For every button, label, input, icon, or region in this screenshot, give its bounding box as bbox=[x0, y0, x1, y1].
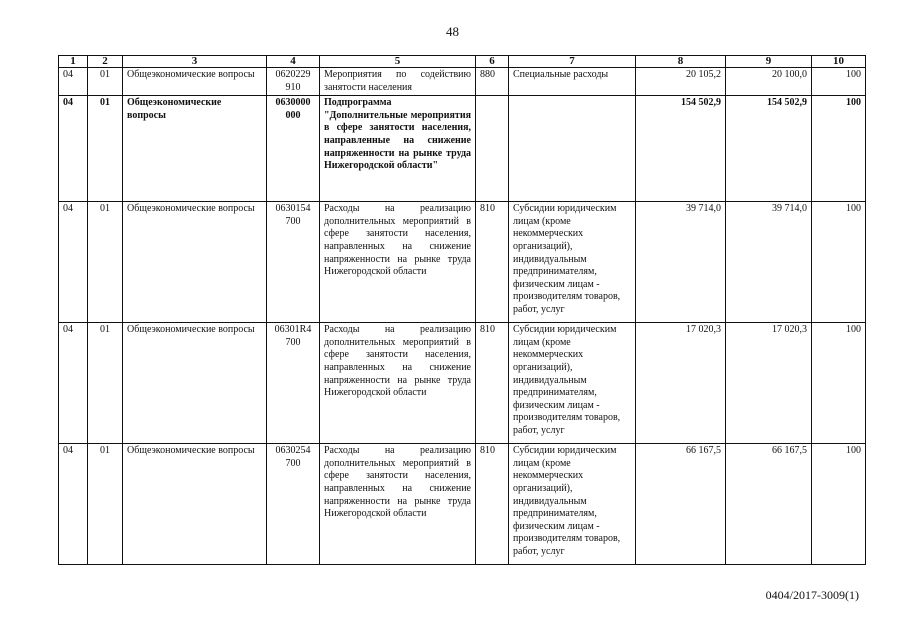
section-name: Общеэкономические вопросы bbox=[123, 96, 267, 202]
percent-complete: 100 bbox=[812, 444, 866, 565]
header-cell: 3 bbox=[123, 56, 267, 68]
percent-complete: 100 bbox=[812, 96, 866, 202]
target-article-code: 0620229 910 bbox=[267, 68, 320, 96]
section-name: Общеэкономические вопросы bbox=[123, 68, 267, 96]
amount-plan: 154 502,9 bbox=[636, 96, 726, 202]
expense-type-code: 810 bbox=[476, 202, 509, 323]
section-name: Общеэкономические вопросы bbox=[123, 202, 267, 323]
expense-type-name: Субсидии юридическим лицам (кроме некоммерческих организаций), индивидуальным предпринимателям, физическим лицам - производителям товаров, работ, услуг bbox=[509, 323, 636, 444]
amount-actual: 39 714,0 bbox=[726, 202, 812, 323]
section-code: 04 bbox=[59, 96, 88, 202]
header-cell: 10 bbox=[812, 56, 866, 68]
expense-type-code: 880 bbox=[476, 68, 509, 96]
expense-description: Расходы на реализацию дополнительных мероприятий в сфере занятости населения, направленных на снижение напряженности на рынке труда Нижегородской области bbox=[320, 202, 476, 323]
document-code: 0404/2017-3009(1) bbox=[765, 588, 859, 602]
amount-plan: 39 714,0 bbox=[636, 202, 726, 323]
table-row bbox=[59, 323, 866, 444]
target-article-code: 0630154 700 bbox=[267, 202, 320, 323]
section-code: 04 bbox=[59, 202, 88, 323]
table-row bbox=[59, 96, 866, 202]
target-article-code: 0630254 700 bbox=[267, 444, 320, 565]
header-cell: 8 bbox=[636, 56, 726, 68]
amount-plan: 17 020,3 bbox=[636, 323, 726, 444]
table-row bbox=[59, 68, 866, 96]
subsection-code: 01 bbox=[88, 202, 123, 323]
percent-complete: 100 bbox=[812, 323, 866, 444]
header-cell: 5 bbox=[320, 56, 476, 68]
header-cell: 9 bbox=[726, 56, 812, 68]
header-row bbox=[59, 56, 866, 68]
header-cell: 7 bbox=[509, 56, 636, 68]
target-article-code: 0630000 000 bbox=[267, 96, 320, 202]
section-name: Общеэкономические вопросы bbox=[123, 323, 267, 444]
section-code: 04 bbox=[59, 444, 88, 565]
expense-type-name: Субсидии юридическим лицам (кроме некоммерческих организаций), индивидуальным предпринимателям, физическим лицам - производителям товаров, работ, услуг bbox=[509, 202, 636, 323]
table-row bbox=[59, 202, 866, 323]
table-row bbox=[59, 444, 866, 565]
percent-complete: 100 bbox=[812, 68, 866, 96]
expense-description: Расходы на реализацию дополнительных мероприятий в сфере занятости населения, направленных на снижение напряженности на рынке труда Нижегородской области bbox=[320, 323, 476, 444]
amount-plan: 66 167,5 bbox=[636, 444, 726, 565]
amount-actual: 20 100,0 bbox=[726, 68, 812, 96]
percent-complete: 100 bbox=[812, 202, 866, 323]
amount-actual: 154 502,9 bbox=[726, 96, 812, 202]
expense-type-code: 810 bbox=[476, 444, 509, 565]
subsection-code: 01 bbox=[88, 96, 123, 202]
amount-plan: 20 105,2 bbox=[636, 68, 726, 96]
amount-actual: 66 167,5 bbox=[726, 444, 812, 565]
header-cell: 1 bbox=[59, 56, 88, 68]
budget-table bbox=[58, 55, 866, 565]
page-number: 48 bbox=[446, 24, 459, 39]
section-code: 04 bbox=[59, 68, 88, 96]
amount-actual: 17 020,3 bbox=[726, 323, 812, 444]
expense-type-name: Субсидии юридическим лицам (кроме некоммерческих организаций), индивидуальным предпринимателям, физическим лицам - производителям товаров, работ, услуг bbox=[509, 444, 636, 565]
subsection-code: 01 bbox=[88, 68, 123, 96]
expense-type-code bbox=[476, 96, 509, 202]
subsection-code: 01 bbox=[88, 323, 123, 444]
header-cell: 6 bbox=[476, 56, 509, 68]
expense-type-name: Специальные расходы bbox=[509, 68, 636, 96]
expense-description: Расходы на реализацию дополнительных мероприятий в сфере занятости населения, направленных на снижение напряженности на рынке труда Нижегородской области bbox=[320, 444, 476, 565]
subsection-code: 01 bbox=[88, 444, 123, 565]
section-name: Общеэкономические вопросы bbox=[123, 444, 267, 565]
expense-description: Подпрограмма "Дополнительные мероприятия в сфере занятости населения, направленные на снижение напряженности на рынке труда Нижегородской области" bbox=[320, 96, 476, 202]
expense-type-code: 810 bbox=[476, 323, 509, 444]
section-code: 04 bbox=[59, 323, 88, 444]
expense-type-name bbox=[509, 96, 636, 202]
header-cell: 4 bbox=[267, 56, 320, 68]
expense-description: Мероприятия по содействию занятости населения bbox=[320, 68, 476, 96]
target-article-code: 06301R4 700 bbox=[267, 323, 320, 444]
header-cell: 2 bbox=[88, 56, 123, 68]
